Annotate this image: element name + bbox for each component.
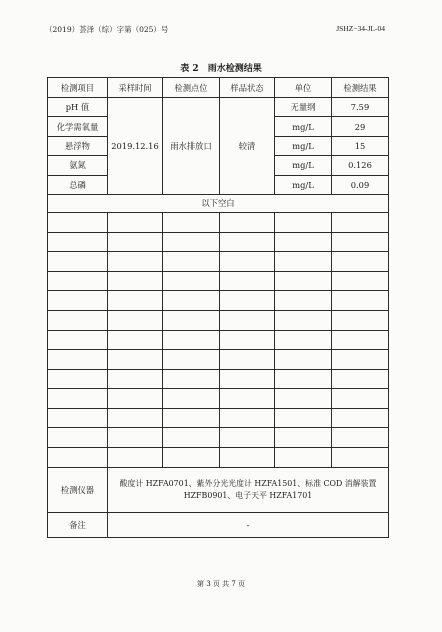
blank-cell [163, 271, 220, 291]
blank-cell [332, 389, 389, 409]
table-header-row [48, 78, 389, 98]
row-unit: mg/L [275, 136, 332, 155]
blank-cell [48, 408, 108, 428]
column-header-result: 检测结果 [332, 78, 389, 98]
blank-cell [332, 291, 389, 311]
blank-cell [220, 212, 275, 232]
blank-cell [108, 350, 163, 370]
blank-cell [163, 212, 220, 232]
blank-cell [220, 291, 275, 311]
blank-cell [220, 428, 275, 448]
blank-cell [108, 232, 163, 252]
blank-row [48, 212, 389, 232]
blank-cell [332, 232, 389, 252]
blank-cell [163, 232, 220, 252]
blank-cell [275, 408, 332, 428]
blank-row [48, 310, 389, 330]
column-header-sample-time: 采样时间 [108, 78, 163, 98]
blank-cell [163, 448, 220, 468]
blank-cell [48, 428, 108, 448]
blank-cell [275, 232, 332, 252]
blank-cell [108, 389, 163, 409]
blank-cell [163, 291, 220, 311]
blank-row [48, 252, 389, 272]
blank-cell [275, 350, 332, 370]
table-title: 表 2 雨水检测结果 [180, 64, 262, 74]
page-footer: 第 3 页 共 7 页 [196, 580, 246, 588]
blank-cell [332, 330, 389, 350]
remarks-row [48, 512, 389, 537]
blank-row [48, 408, 389, 428]
row-item: 化学需氧量 [48, 117, 108, 136]
blank-cell [163, 252, 220, 272]
blank-cell [275, 271, 332, 291]
remarks-label: 备注 [48, 512, 108, 537]
blank-cell [220, 232, 275, 252]
blank-row [48, 330, 389, 350]
blank-cell [108, 448, 163, 468]
blank-cell [332, 310, 389, 330]
blank-cell [48, 252, 108, 272]
instruments-line: 酸度计 HZFA0701、紫外分光光度计 HZFA1501、标准 COD 消解装置 [119, 478, 377, 488]
blank-cell [220, 350, 275, 370]
row-item: 氨氮 [48, 156, 108, 175]
row-item: pH 值 [48, 98, 108, 117]
sample-time-cell: 2019.12.16 [108, 98, 163, 195]
column-header-sampling-point: 检测点位 [163, 78, 220, 98]
blank-cell [332, 212, 389, 232]
blank-cell [108, 428, 163, 448]
blank-cell [220, 448, 275, 468]
blank-cell [220, 310, 275, 330]
blank-cell [48, 330, 108, 350]
blank-cell [220, 271, 275, 291]
blank-cell [48, 232, 108, 252]
blank-cell [163, 389, 220, 409]
table-row [48, 98, 389, 117]
blank-cell [275, 448, 332, 468]
blank-cell [108, 330, 163, 350]
blank-cell [48, 389, 108, 409]
blank-cell [163, 369, 220, 389]
blank-row [48, 369, 389, 389]
blank-cell [163, 350, 220, 370]
instruments-line: HZFB0901、电子天平 HZFA1701 [183, 490, 313, 500]
document-number: （2019）荟泽（综）字第（025）号 [45, 25, 169, 34]
blank-cell [108, 310, 163, 330]
row-result: 7.59 [332, 98, 389, 117]
blank-row [48, 232, 389, 252]
blank-cell [332, 428, 389, 448]
remarks-value: - [108, 512, 389, 537]
blank-cell [275, 212, 332, 232]
blank-cell [332, 252, 389, 272]
blank-row [48, 350, 389, 370]
blank-cell [108, 291, 163, 311]
row-result: 15 [332, 136, 389, 155]
blank-cell [48, 212, 108, 232]
blank-cell [108, 408, 163, 428]
blank-cell [332, 408, 389, 428]
column-header-unit: 单位 [275, 78, 332, 98]
blank-cell [275, 291, 332, 311]
blank-cell [275, 310, 332, 330]
blank-cell [220, 330, 275, 350]
blank-cell [48, 310, 108, 330]
column-header-item: 检测项目 [48, 78, 108, 98]
row-result: 29 [332, 117, 389, 136]
blank-cell [48, 448, 108, 468]
sampling-point-cell: 雨水排放口 [163, 98, 220, 195]
blank-cell [220, 252, 275, 272]
row-result: 0.126 [332, 156, 389, 175]
row-item: 悬浮物 [48, 136, 108, 155]
blank-row [48, 428, 389, 448]
blank-cell [108, 212, 163, 232]
blank-cell [48, 291, 108, 311]
blank-cell [275, 252, 332, 272]
blank-cell [332, 271, 389, 291]
blank-cell [108, 271, 163, 291]
instruments-row [48, 467, 389, 512]
rainwater-results-table [47, 77, 389, 538]
blank-cell [163, 428, 220, 448]
blank-cell [332, 350, 389, 370]
column-header-sample-state: 样品状态 [220, 78, 275, 98]
blank-note-row [48, 194, 389, 212]
blank-row [48, 448, 389, 468]
row-result: 0.09 [332, 175, 389, 194]
blank-cell [48, 369, 108, 389]
blank-cell [332, 369, 389, 389]
blank-cell [163, 408, 220, 428]
blank-cell [48, 271, 108, 291]
instruments-label: 检测仪器 [48, 467, 108, 512]
blank-note: 以下空白 [48, 194, 389, 212]
blank-cell [220, 408, 275, 428]
results-table-container [47, 77, 388, 538]
blank-cell [275, 330, 332, 350]
blank-cell [48, 350, 108, 370]
blank-cell [220, 369, 275, 389]
blank-cell [163, 330, 220, 350]
blank-cell [220, 389, 275, 409]
blank-cell [108, 369, 163, 389]
blank-row [48, 291, 389, 311]
row-unit: mg/L [275, 175, 332, 194]
row-item: 总磷 [48, 175, 108, 194]
form-code: JSHZ−34-JL-04 [336, 24, 385, 33]
row-unit: 无量纲 [275, 98, 332, 117]
blank-cell [275, 369, 332, 389]
blank-cell [275, 428, 332, 448]
instruments-value [108, 467, 389, 512]
blank-cell [275, 389, 332, 409]
row-unit: mg/L [275, 117, 332, 136]
blank-cell [163, 310, 220, 330]
row-unit: mg/L [275, 156, 332, 175]
blank-row [48, 389, 389, 409]
blank-cell [332, 448, 389, 468]
blank-cell [108, 252, 163, 272]
blank-row [48, 271, 389, 291]
sample-state-cell: 较清 [220, 98, 275, 195]
